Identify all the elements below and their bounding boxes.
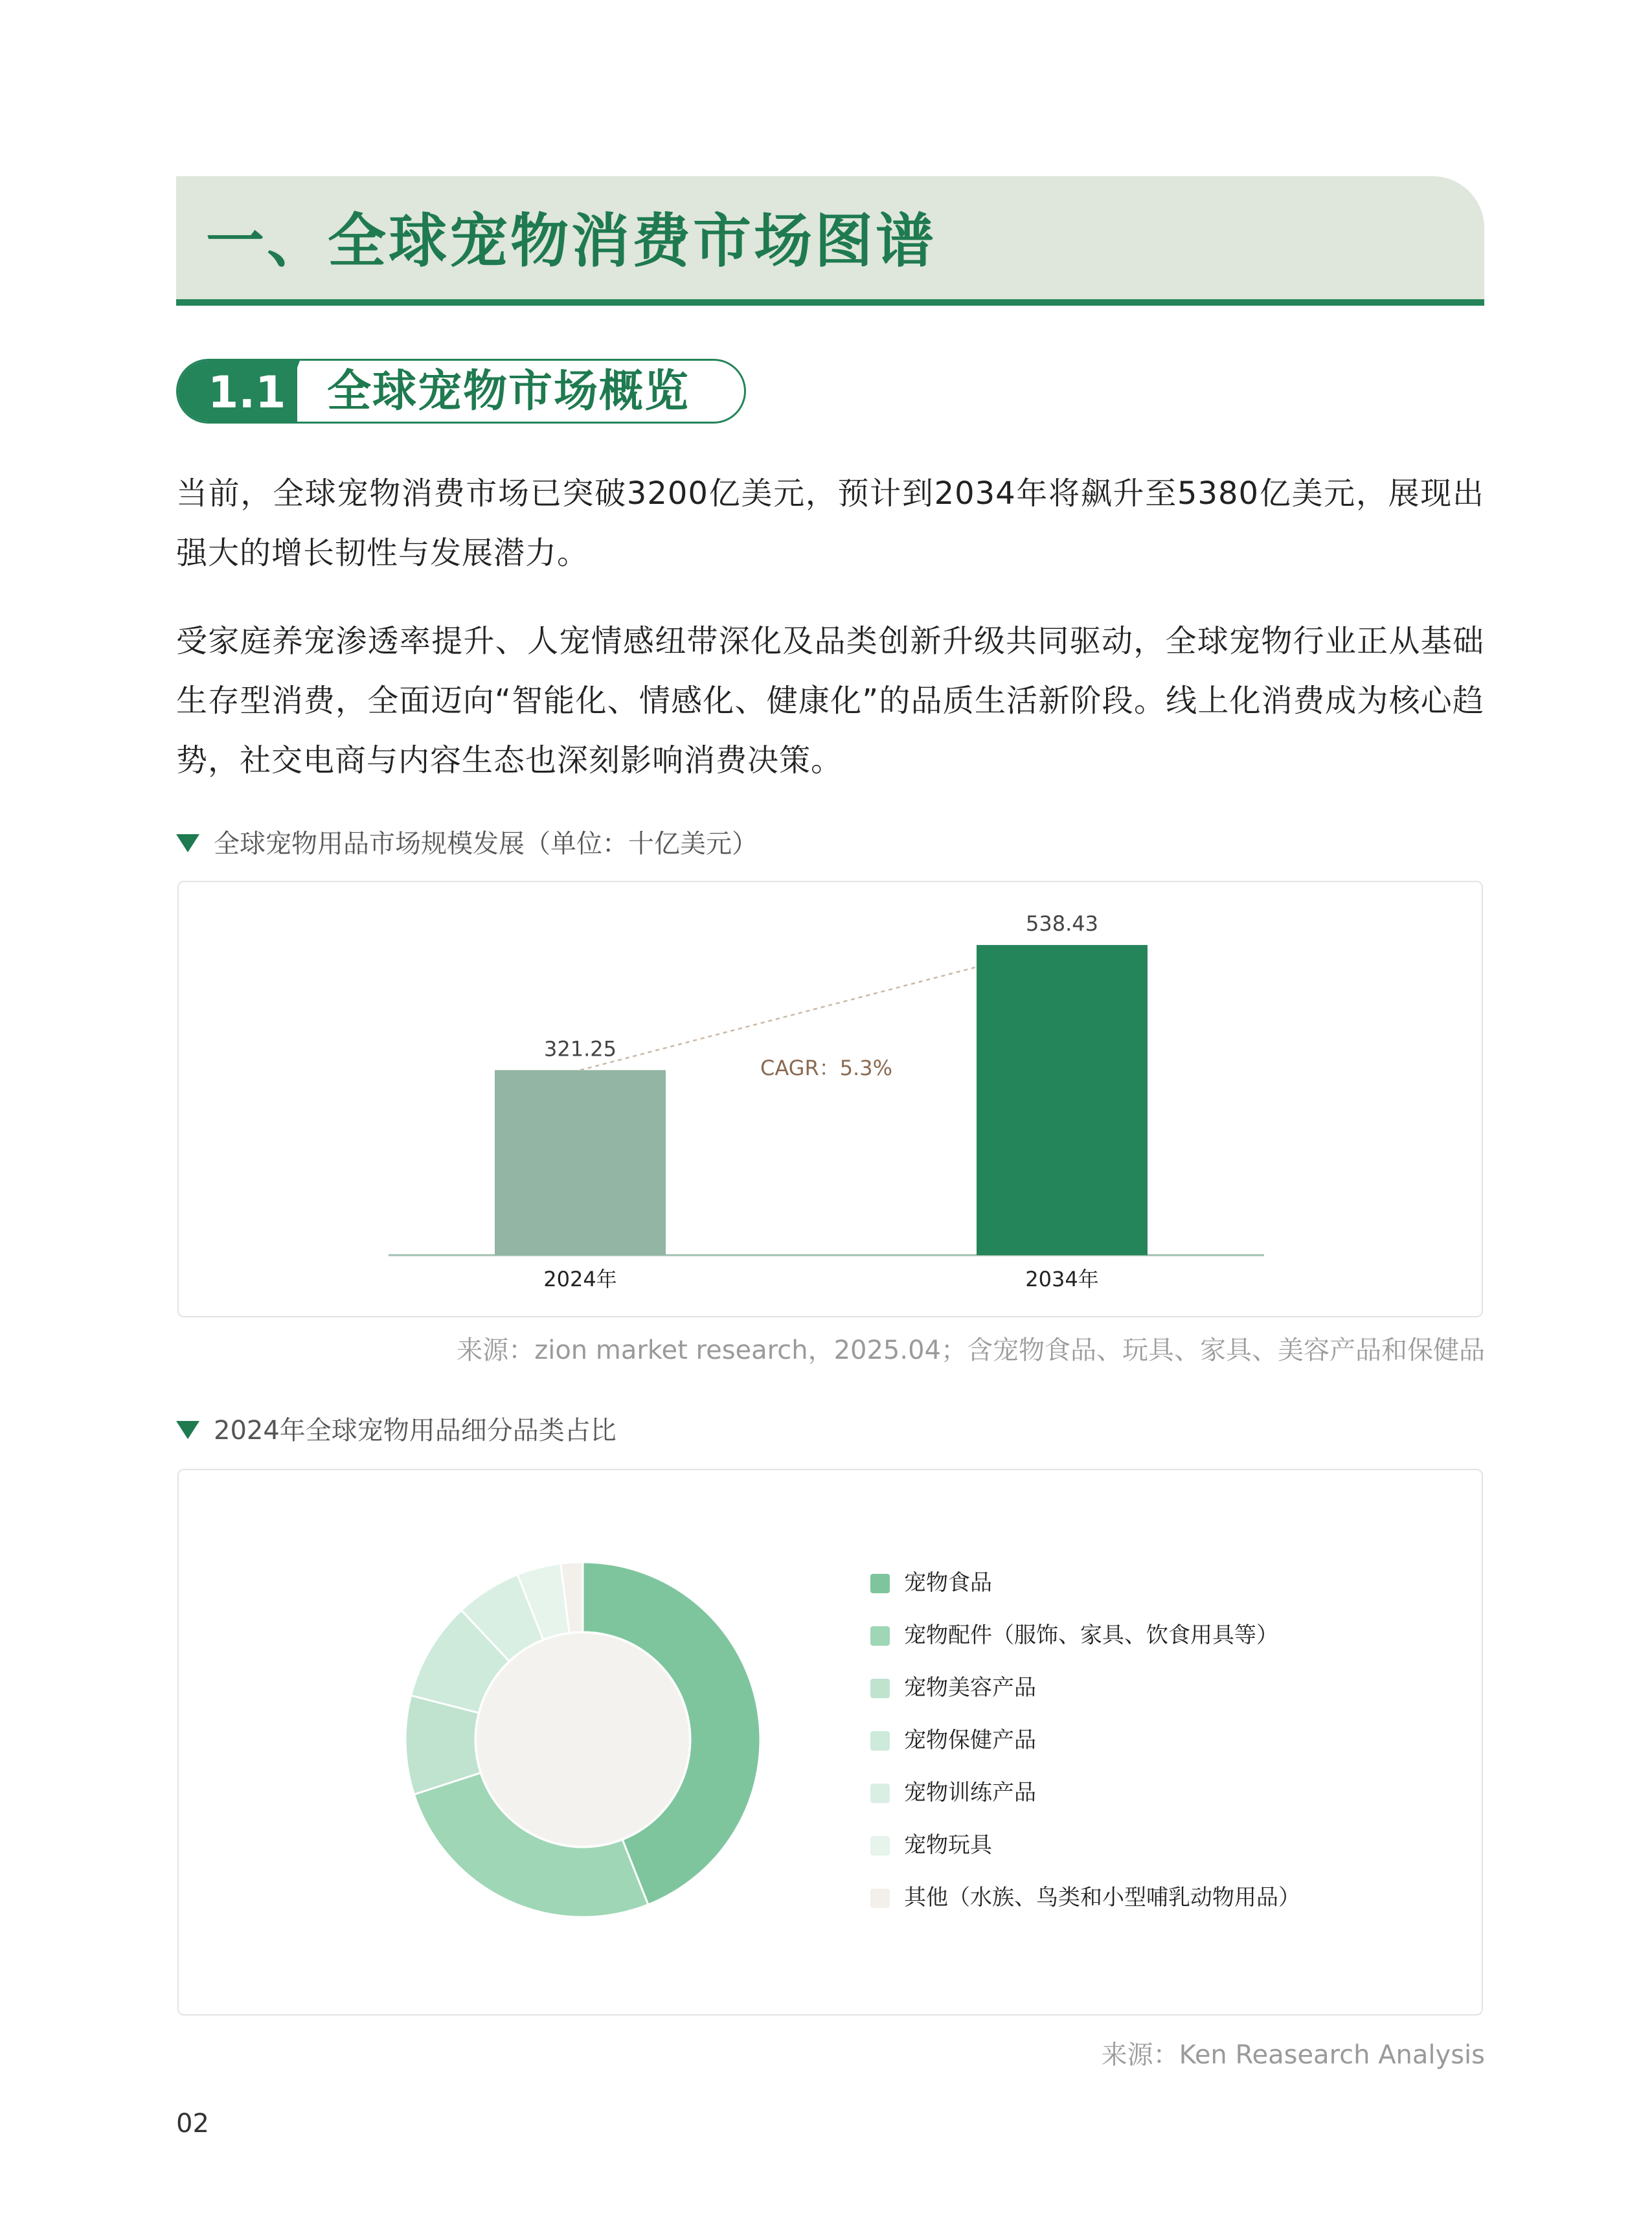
legend-label: 宠物美容产品: [904, 1675, 1036, 1701]
bar-value-label: 321.25: [544, 1036, 617, 1062]
legend-swatch: [870, 1731, 890, 1751]
subsection-number: 1.1: [208, 367, 286, 418]
legend-label: 宠物配件（服饰、家具、饮食用具等）: [904, 1622, 1278, 1648]
cagr-annotation: CAGR：5.3%: [760, 1056, 893, 1080]
legend-swatch: [870, 1889, 890, 1908]
triangle-down-icon: [176, 1421, 199, 1439]
page-number: 02: [176, 2109, 209, 2139]
legend-swatch: [870, 1679, 890, 1698]
bar-chart-panel: [177, 881, 1483, 1317]
chart1-source: 来源：zion market research，2025.04；含宠物食品、玩具、家具、美容产品和保健品: [457, 1335, 1485, 1365]
legend-swatch: [870, 1836, 890, 1856]
subsection-heading: [176, 359, 746, 424]
bar-chart: [179, 882, 1482, 1316]
chart2-caption: [176, 1414, 617, 1447]
chart1-caption-text: 全球宠物用品市场规模发展（单位：十亿美元）: [214, 829, 758, 859]
donut-chart-panel: [177, 1469, 1483, 2016]
subsection-title: 全球宠物市场概览: [327, 366, 690, 417]
legend-label: 宠物食品: [904, 1570, 992, 1596]
legend-label: 宠物训练产品: [904, 1780, 1036, 1806]
bar: [495, 1070, 666, 1255]
section-title: 一、全球宠物消费市场图谱: [206, 207, 936, 275]
bar-value-label: 538.43: [1026, 911, 1098, 937]
x-tick-label: 2024年: [543, 1267, 617, 1291]
chart2-caption-text: 2024年全球宠物用品细分品类占比: [214, 1416, 617, 1446]
donut-chart: [179, 1470, 826, 2014]
body-paragraph-2: 受家庭养宠渗透率提升、人宠情感纽带深化及品类创新升级共同驱动，全球宠物行业正从基础生存型消费，全面迈向“智能化、情感化、健康化”的品质生活新阶段。线上化消费成为核心趋势，社交电商与内容生态也深刻影响消费决策。: [176, 623, 1484, 778]
legend-swatch: [870, 1574, 890, 1593]
section-banner-rule: [176, 299, 1484, 306]
legend-label: 宠物保健产品: [904, 1727, 1036, 1753]
legend-swatch: [870, 1626, 890, 1646]
chart2-source: 来源：Ken Reasearch Analysis: [1101, 2040, 1485, 2070]
cagr-trend-line: [580, 967, 977, 1070]
body-paragraph-1: 当前，全球宠物消费市场已突破3200亿美元，预计到2034年将飙升至5380亿美元，展现出强大的增长韧性与发展潜力。: [176, 475, 1484, 571]
bar: [977, 945, 1148, 1255]
legend-label: 其他（水族、鸟类和小型哺乳动物用品）: [904, 1885, 1300, 1911]
chart1-caption: [176, 828, 758, 860]
donut-center: [477, 1633, 689, 1846]
legend-label: 宠物玩具: [904, 1832, 992, 1858]
legend-swatch: [870, 1784, 890, 1803]
triangle-down-icon: [176, 834, 199, 852]
x-tick-label: 2034年: [1025, 1267, 1099, 1291]
